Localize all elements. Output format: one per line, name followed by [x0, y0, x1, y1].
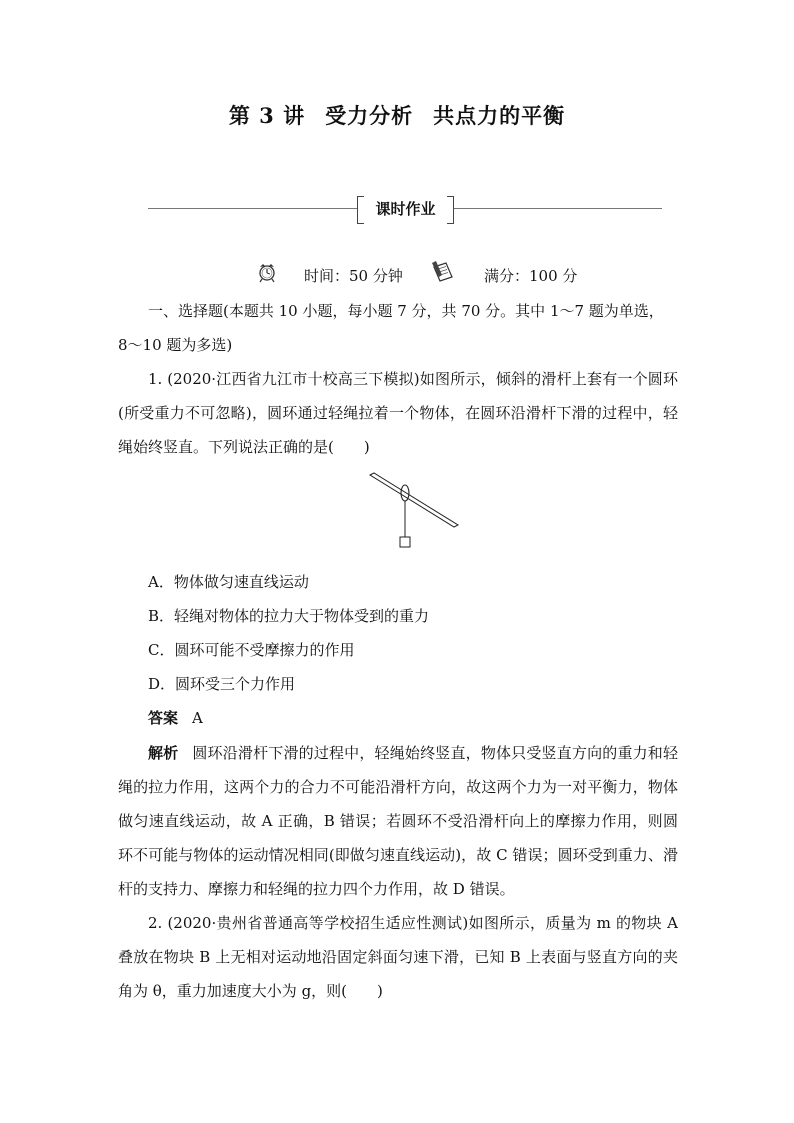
section-label: [357, 196, 454, 222]
answer-value: A: [192, 709, 203, 727]
full-score: 满分：100 分: [484, 267, 578, 285]
lecture-topic-2: 共点力的平衡: [433, 103, 566, 128]
section-label-text: 课时作业: [375, 200, 436, 218]
question-1-analysis: [118, 736, 678, 906]
bracket-left: [357, 196, 364, 224]
analysis-label: 解析: [148, 744, 179, 762]
analysis-text: 圆环沿滑杆下滑的过程中，轻绳始终竖直，物体只受竖直方向的重力和轻绳的拉力作用，这两个力的合力不可能沿滑杆方向，故这两个力为一对平衡力，物体做匀速直线运动，故 A 正确，B 错误；若圆环不受沿滑杆向上的摩擦力作用，则圆环不可能与物体的运动情况相同(即做匀速直线运动)，故 C 错误；圆环受到重力、滑杆的支持力、摩擦力和轻绳的拉力四个力作用，故 D 错误。: [118, 744, 678, 898]
bracket-right: [447, 196, 454, 224]
section-intro-line-1: 一、选择题(本题共 10 小题，每小题 7 分，共 70 分。其中 1～7 题为单选，: [148, 302, 664, 320]
divider-right: [454, 208, 662, 209]
question-1-figure: [360, 470, 470, 555]
exam-meta: [0, 264, 794, 288]
question-1-option-a: A．物体做匀速直线运动: [148, 573, 309, 591]
divider-left: [148, 208, 357, 209]
question-1-option-b: B．轻绳对物体的拉力大于物体受到的重力: [148, 607, 430, 625]
question-1-answer: [148, 706, 203, 730]
page-title: [0, 100, 794, 130]
section-intro-line-2: 8～10 题为多选): [118, 336, 233, 354]
inclined-rod: [370, 473, 458, 527]
block: [400, 537, 410, 547]
answer-label: 答案: [148, 709, 179, 727]
lecture-topic-1: 受力分析: [325, 103, 414, 128]
time-limit: 时间：50 分钟: [304, 267, 403, 285]
question-1-option-d: D．圆环受三个力作用: [148, 675, 296, 693]
alarm-clock-icon: [256, 261, 278, 290]
question-1-stem: 1. (2020·江西省九江市十校高三下模拟)如图所示，倾斜的滑杆上套有一个圆环(所受重力不可忽略)，圆环通过轻绳拉着一个物体，在圆环沿滑杆下滑的过程中，轻绳始终竖直。下列说法正确的是( ): [118, 370, 678, 456]
lecture-number: 第 3 讲: [228, 103, 306, 128]
pencil-paper-icon: [430, 259, 456, 290]
question-1-option-c: C．圆环可能不受摩擦力的作用: [148, 641, 355, 659]
question-2-stem: 2. (2020·贵州省普通高等学校招生适应性测试)如图所示，质量为 m 的物块 A 叠放在物块 B 上无相对运动地沿固定斜面匀速下滑，已知 B 上表面与竖直方向的夹角为 θ，重力加速度大小为 g，则( ): [118, 914, 678, 1000]
